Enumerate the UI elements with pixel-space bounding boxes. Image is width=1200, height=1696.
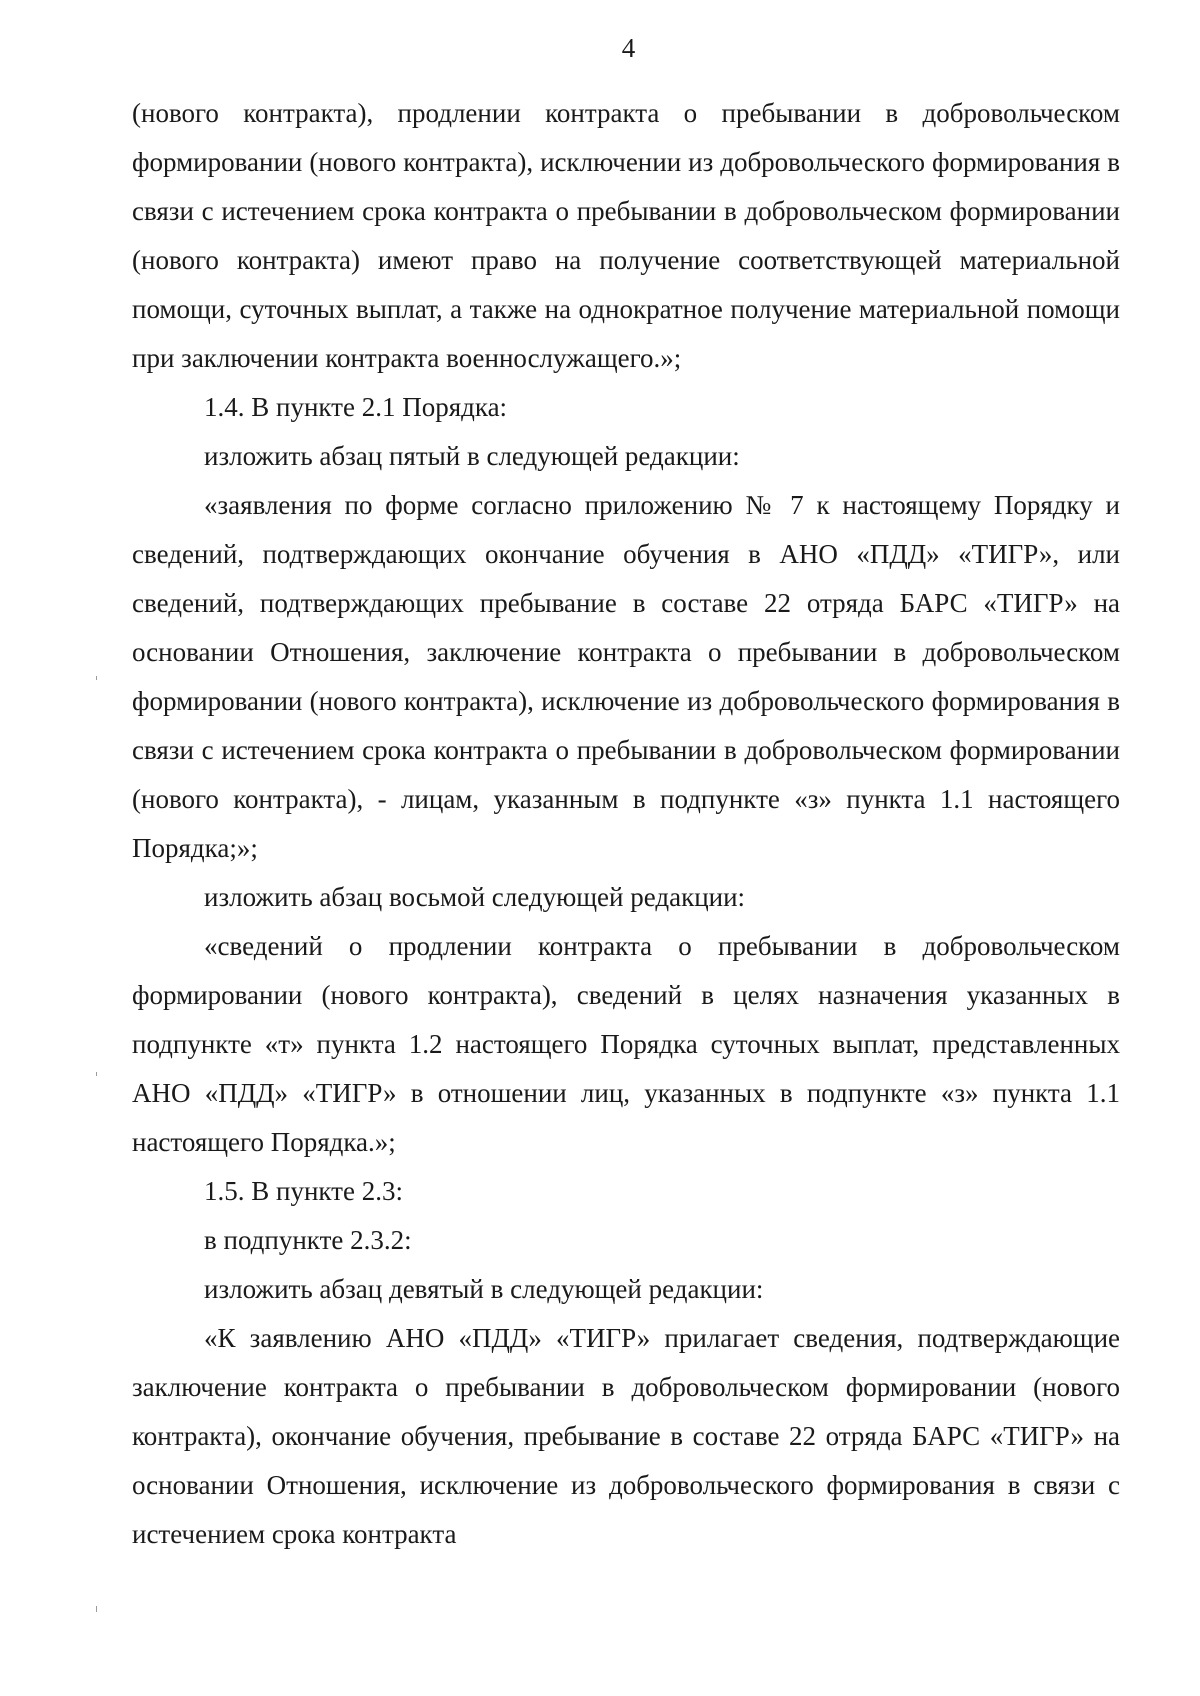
scan-margin-mark	[96, 1606, 97, 1612]
scan-margin-mark	[96, 1072, 97, 1076]
paragraph-instruction-eighth: изложить абзац восьмой следующей редакции:	[204, 882, 746, 912]
document-body	[132, 89, 1120, 1559]
scan-margin-mark	[96, 676, 97, 680]
paragraph-quote-extension: «сведений о продлении контракта о пребывании в добровольческом формировании (нового контракта), сведений в целях назначения указанных в подпункте «т» пункта 1.2 настоящего Порядка суточных выплат, представленных АНО «ПДД» «ТИГР» в отношении лиц, указанных в подпункте «з» пункта 1.1 настоящего Порядка.»;	[132, 931, 1120, 1157]
paragraph-quote-statements: «заявления по форме согласно приложению № 7 к настоящему Порядку и сведений, подтверждающих окончание обучения в АНО «ПДД» «ТИГР», или сведений, подтверждающих пребывание в составе 22 отряда БАРС «ТИГР» на основании Отношения, заключение контракта о пребывании в добровольческом формировании (нового контракта), исключение из добровольческого формирования в связи с истечением срока контракта о пребывании в добровольческом формировании (нового контракта), - лицам, указанным в подпункте «з» пункта 1.1 настоящего Порядка;»;	[132, 490, 1120, 863]
paragraph-instruction-fifth: изложить абзац пятый в следующей редакции:	[204, 441, 740, 471]
paragraph-item-1-5: 1.5. В пункте 2.3:	[204, 1176, 403, 1206]
paragraph-item-1-4: 1.4. В пункте 2.1 Порядка:	[204, 392, 508, 422]
paragraph-quote-application: «К заявлению АНО «ПДД» «ТИГР» прилагает сведения, подтверждающие заключение контракта о пребывании в добровольческом формировании (нового контракта), окончание обучения, пребывание в составе 22 отряда БАРС «ТИГР» на основании Отношения, исключение из добровольческого формирования в связи с истечением срока контракта	[132, 1323, 1120, 1549]
page-number: 4	[621, 33, 636, 63]
paragraph-subitem-2-3-2: в подпункте 2.3.2:	[204, 1225, 412, 1255]
paragraph-continuation: (нового контракта), продлении контракта о пребывании в добровольческом формировании (нового контракта), исключении из добровольческого формирования в связи с истечением срока контракта о пребывании в добровольческом формировании (нового контракта) имеют право на получение соответствующей материальной помощи, суточных выплат, а также на однократное получение материальной помощи при заключении контракта военнослужащего.»;	[132, 98, 1120, 373]
paragraph-instruction-ninth: изложить абзац девятый в следующей редакции:	[204, 1274, 764, 1304]
